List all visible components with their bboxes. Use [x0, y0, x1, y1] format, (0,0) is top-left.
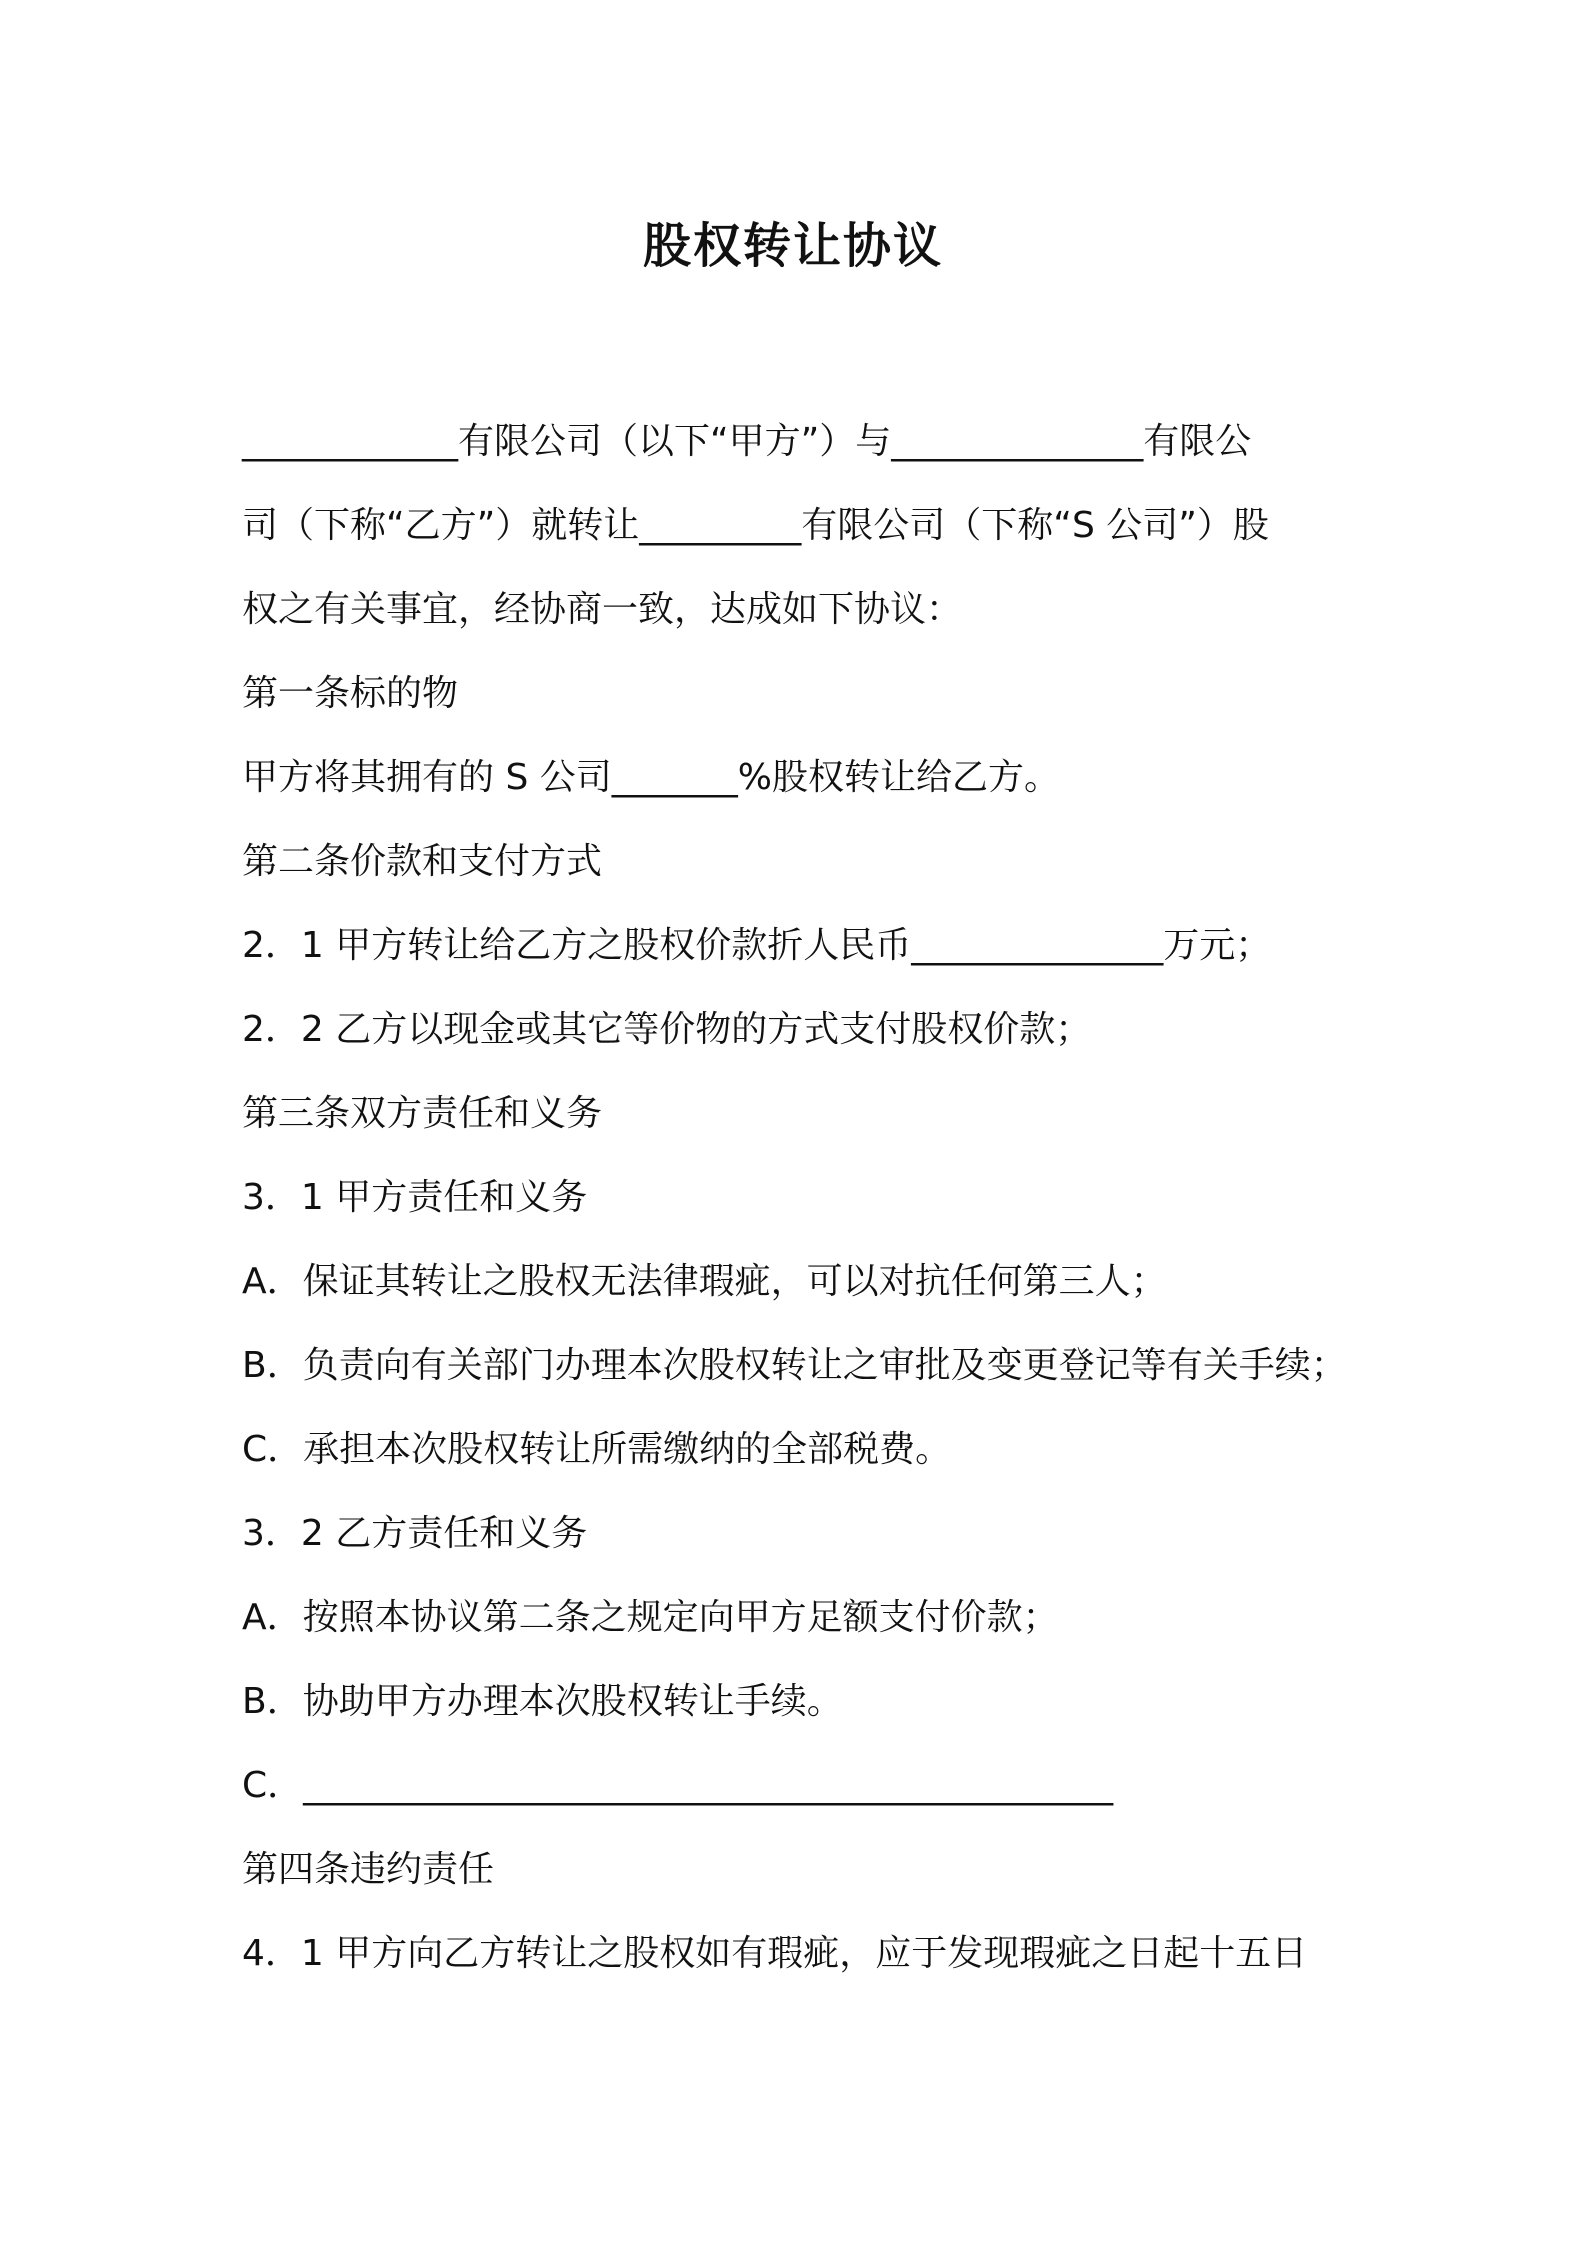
document-title: 股权转让协议 — [642, 218, 943, 274]
clause-line: 4．1 甲方向乙方转让之股权如有瑕疵，应于发现瑕疵之日起十五日 — [242, 1933, 1308, 1974]
clause-item: B．负责向有关部门办理本次股权转让之审批及变更登记等有关手续； — [242, 1345, 1347, 1386]
section-heading: 第四条违约责任 — [242, 1849, 495, 1890]
clause-item: C．承担本次股权转让所需缴纳的全部税费。 — [242, 1429, 952, 1470]
section-heading: 第三条双方责任和义务 — [242, 1093, 603, 1134]
paragraph-line: 甲方将其拥有的 S 公司_______%股权转让给乙方。 — [242, 757, 1060, 798]
paragraph-line: 司（下称“乙方”）就转让_________有限公司（下称“S 公司”）股 — [242, 505, 1269, 546]
clause-item: A．按照本协议第二条之规定向甲方足额支付价款； — [242, 1597, 1059, 1638]
clause-item: B．协助甲方办理本次股权转让手续。 — [242, 1681, 843, 1722]
clause-line: 3．2 乙方责任和义务 — [242, 1513, 588, 1554]
clause-line: 2．1 甲方转让给乙方之股权价款折人民币______________万元； — [242, 925, 1272, 966]
paragraph-line: 权之有关事宜，经协商一致，达成如下协议： — [242, 589, 963, 630]
paragraph-line: ____________有限公司（以下“甲方”）与______________有限公 — [242, 421, 1252, 462]
document-body — [242, 400, 1372, 1996]
clause-line: 3．1 甲方责任和义务 — [242, 1177, 588, 1218]
clause-line: 2．2 乙方以现金或其它等价物的方式支付股权价款； — [242, 1009, 1092, 1050]
clause-item: A．保证其转让之股权无法律瑕疵，可以对抗任何第三人； — [242, 1261, 1167, 1302]
section-heading: 第二条价款和支付方式 — [242, 841, 603, 882]
clause-item: C．_____________________________________________ — [242, 1765, 1114, 1806]
section-heading: 第一条标的物 — [242, 673, 459, 714]
